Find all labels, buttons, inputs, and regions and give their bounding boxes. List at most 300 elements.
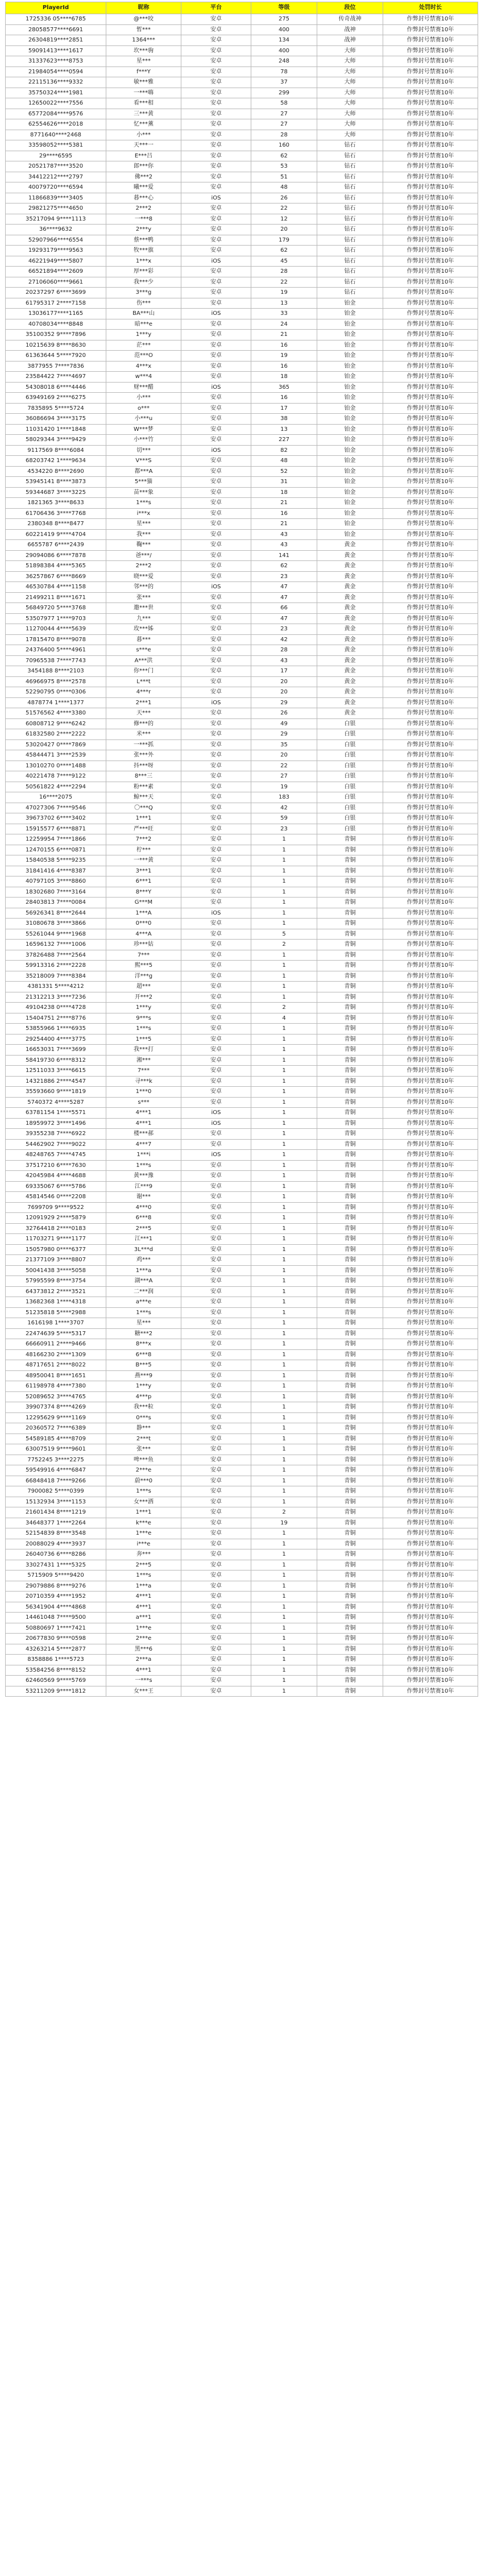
level-cell: 1 <box>251 1486 317 1497</box>
level-cell: 1 <box>251 1539 317 1549</box>
rank-cell: 大师 <box>317 88 383 98</box>
level-cell: 20 <box>251 225 317 235</box>
level-cell: 21 <box>251 498 317 509</box>
level-cell: 18 <box>251 372 317 383</box>
rank-cell: 青铜 <box>317 1518 383 1528</box>
penalty-cell: 作弊封号禁赛10年 <box>383 1223 478 1234</box>
rank-cell: 战神 <box>317 24 383 35</box>
penalty-cell: 作弊封号禁赛10年 <box>383 424 478 435</box>
nickname-cell: 6***1 <box>106 876 181 887</box>
platform-cell: 安卓 <box>181 1634 251 1644</box>
player-id-cell: 18959972 3****1496 <box>6 1118 106 1129</box>
player-id-cell: 66521894****2609 <box>6 267 106 277</box>
table-row <box>6 372 478 383</box>
nickname-cell: 燕***9 <box>106 1370 181 1381</box>
level-cell: 1 <box>251 1402 317 1413</box>
platform-cell: 安卓 <box>181 1013 251 1024</box>
table-row <box>6 771 478 782</box>
level-cell: 1 <box>251 1465 317 1476</box>
penalty-cell: 作弊封号禁赛10年 <box>383 729 478 740</box>
player-id-cell: 12091929 2****5879 <box>6 1213 106 1224</box>
penalty-cell: 作弊封号禁赛10年 <box>383 1013 478 1024</box>
nickname-cell: 1***i <box>106 1150 181 1161</box>
penalty-cell: 作弊封号禁赛10年 <box>383 1570 478 1581</box>
table-row <box>6 655 478 666</box>
level-cell: 1 <box>251 1592 317 1602</box>
player-id-cell: 35750324****1981 <box>6 88 106 98</box>
penalty-cell: 作弊封号禁赛10年 <box>383 1655 478 1665</box>
rank-cell: 青铜 <box>317 887 383 898</box>
player-id-cell: 11031420 1****1848 <box>6 424 106 435</box>
nickname-cell: 暮***心 <box>106 193 181 203</box>
rank-cell: 铂金 <box>317 508 383 519</box>
nickname-cell: 黑***6 <box>106 1644 181 1655</box>
rank-cell: 青铜 <box>317 1497 383 1507</box>
rank-cell: 黄金 <box>317 540 383 551</box>
table-row <box>6 887 478 898</box>
level-cell: 38 <box>251 414 317 425</box>
player-id-cell: 68203742 1****9634 <box>6 456 106 467</box>
rank-cell: 青铜 <box>317 898 383 908</box>
rank-cell: 铂金 <box>317 351 383 362</box>
player-id-cell: 16596132 7****1006 <box>6 940 106 950</box>
nickname-cell: 1***y <box>106 330 181 340</box>
platform-cell: 安卓 <box>181 729 251 740</box>
level-cell: 1 <box>251 919 317 929</box>
nickname-cell: 1***0 <box>106 1087 181 1098</box>
platform-cell: 安卓 <box>181 119 251 130</box>
level-cell: 17 <box>251 403 317 414</box>
player-id-cell: 60221419 9****4704 <box>6 529 106 540</box>
platform-cell: 安卓 <box>181 687 251 698</box>
nickname-cell: w***4 <box>106 372 181 383</box>
nickname-cell: 一***抓 <box>106 739 181 750</box>
nickname-cell: 邻***的 <box>106 582 181 593</box>
platform-cell: 安卓 <box>181 1034 251 1045</box>
penalty-cell: 作弊封号禁赛10年 <box>383 697 478 708</box>
table-row <box>6 256 478 267</box>
rank-cell: 黄金 <box>317 676 383 687</box>
level-cell: 1 <box>251 1360 317 1371</box>
platform-cell: 安卓 <box>181 130 251 140</box>
nickname-cell: 鸡*** <box>106 1255 181 1266</box>
player-id-cell: 7699709 9****9522 <box>6 1202 106 1213</box>
platform-cell: 安卓 <box>181 1024 251 1034</box>
nickname-cell: 蔚***0 <box>106 1476 181 1486</box>
table-row <box>6 1076 478 1087</box>
rank-cell: 钻石 <box>317 267 383 277</box>
level-cell: 1 <box>251 1655 317 1665</box>
player-id-cell: 12470155 6****0871 <box>6 845 106 855</box>
platform-cell: 安卓 <box>181 571 251 582</box>
penalty-cell: 作弊封号禁赛10年 <box>383 35 478 46</box>
table-row <box>6 319 478 330</box>
table-row <box>6 109 478 119</box>
platform-cell: iOS <box>181 445 251 456</box>
level-cell: 19 <box>251 351 317 362</box>
nickname-cell: 我***打 <box>106 1045 181 1056</box>
nickname-cell: L***t <box>106 676 181 687</box>
table-row <box>6 466 478 477</box>
level-cell: 1 <box>251 1066 317 1077</box>
rank-cell: 青铜 <box>317 1339 383 1350</box>
penalty-cell: 作弊封号禁赛10年 <box>383 992 478 1003</box>
rank-cell: 青铜 <box>317 940 383 950</box>
table-row <box>6 561 478 572</box>
player-id-cell: 48248765 7****4745 <box>6 1150 106 1161</box>
rank-cell: 大师 <box>317 67 383 77</box>
platform-cell: 安卓 <box>181 792 251 803</box>
penalty-cell: 作弊封号禁赛10年 <box>383 1129 478 1140</box>
penalty-cell: 作弊封号禁赛10年 <box>383 519 478 530</box>
platform-cell: 安卓 <box>181 887 251 898</box>
rank-cell: 青铜 <box>317 1097 383 1108</box>
rank-cell: 白银 <box>317 750 383 761</box>
table-row <box>6 1539 478 1549</box>
rank-cell: 青铜 <box>317 1213 383 1224</box>
table-row <box>6 634 478 645</box>
rank-cell: 青铜 <box>317 1034 383 1045</box>
level-cell: 16 <box>251 340 317 351</box>
player-id-cell: 20710359 4****1952 <box>6 1592 106 1602</box>
platform-cell: 安卓 <box>181 1549 251 1560</box>
table-row <box>6 24 478 35</box>
rank-cell: 青铜 <box>317 1370 383 1381</box>
platform-cell: 安卓 <box>181 172 251 182</box>
rank-cell: 青铜 <box>317 1087 383 1098</box>
penalty-cell: 作弊封号禁赛10年 <box>383 845 478 855</box>
player-id-cell: 13010270 0****1488 <box>6 761 106 771</box>
rank-cell: 铂金 <box>317 309 383 319</box>
platform-cell: 安卓 <box>181 718 251 729</box>
platform-cell: iOS <box>181 1150 251 1161</box>
penalty-cell: 作弊封号禁赛10年 <box>383 603 478 614</box>
level-cell: 1 <box>251 1634 317 1644</box>
player-id-cell: 43263214 5****2877 <box>6 1644 106 1655</box>
table-row <box>6 67 478 77</box>
level-cell: 20 <box>251 750 317 761</box>
nickname-cell: 你***门 <box>106 666 181 677</box>
player-id-cell: 35217094 9****1113 <box>6 214 106 225</box>
platform-cell: 安卓 <box>181 140 251 151</box>
rank-cell: 青铜 <box>317 1507 383 1518</box>
platform-cell: 安卓 <box>181 992 251 1003</box>
player-id-cell: 12650022****7556 <box>6 98 106 109</box>
penalty-cell: 作弊封号禁赛10年 <box>383 1265 478 1276</box>
platform-cell: 安卓 <box>181 929 251 940</box>
nickname-cell: 女***王 <box>106 1686 181 1697</box>
level-cell: 365 <box>251 382 317 393</box>
level-cell: 1 <box>251 1497 317 1507</box>
nickname-cell: 鲸***天 <box>106 792 181 803</box>
nickname-cell: V***S <box>106 456 181 467</box>
table-row <box>6 866 478 876</box>
nickname-cell: 1***A <box>106 908 181 919</box>
table-row <box>6 1297 478 1308</box>
player-id-cell: 21377109 3****8807 <box>6 1255 106 1266</box>
nickname-cell: 珍***姑 <box>106 940 181 950</box>
table-row <box>6 992 478 1003</box>
nickname-cell: 湖***A <box>106 1276 181 1287</box>
level-cell: 23 <box>251 571 317 582</box>
level-cell: 1 <box>251 1434 317 1444</box>
rank-cell: 铂金 <box>317 372 383 383</box>
penalty-cell: 作弊封号禁赛10年 <box>383 45 478 56</box>
level-cell: 78 <box>251 67 317 77</box>
level-cell: 1 <box>251 1108 317 1119</box>
penalty-cell: 作弊封号禁赛10年 <box>383 1476 478 1486</box>
nickname-cell: 2***a <box>106 1655 181 1665</box>
level-cell: 134 <box>251 35 317 46</box>
table-row <box>6 1213 478 1224</box>
nickname-cell: 3***g <box>106 288 181 298</box>
player-id-cell: 8358886 1****5723 <box>6 1655 106 1665</box>
level-cell: 1 <box>251 1455 317 1465</box>
rank-cell: 铂金 <box>317 487 383 498</box>
rank-cell: 大师 <box>317 98 383 109</box>
player-id-cell: 45814546 0****2208 <box>6 1192 106 1203</box>
nickname-cell: 3L***d <box>106 1244 181 1255</box>
penalty-cell: 作弊封号禁赛10年 <box>383 1297 478 1308</box>
player-id-cell: 40708034****8848 <box>6 319 106 330</box>
rank-cell: 青铜 <box>317 1560 383 1570</box>
level-cell: 21 <box>251 519 317 530</box>
level-cell: 1 <box>251 1602 317 1613</box>
level-cell: 22 <box>251 277 317 288</box>
penalty-cell: 作弊封号禁赛10年 <box>383 1108 478 1119</box>
penalty-cell: 作弊封号禁赛10年 <box>383 487 478 498</box>
table-row <box>6 708 478 719</box>
table-row <box>6 140 478 151</box>
player-id-cell: 35593660 9****1819 <box>6 1087 106 1098</box>
level-cell: 19 <box>251 1518 317 1528</box>
nickname-cell: 4***1 <box>106 1602 181 1613</box>
penalty-cell: 作弊封号禁赛10年 <box>383 193 478 203</box>
rank-cell: 钻石 <box>317 235 383 246</box>
player-id-cell: 40079720****6594 <box>6 182 106 193</box>
rank-cell: 青铜 <box>317 929 383 940</box>
platform-cell: 安卓 <box>181 1486 251 1497</box>
level-cell: 299 <box>251 88 317 98</box>
platform-cell: 安卓 <box>181 1234 251 1245</box>
level-cell: 1 <box>251 1234 317 1245</box>
rank-cell: 青铜 <box>317 1423 383 1434</box>
table-row <box>6 161 478 172</box>
player-id-cell: 59549916 4****6847 <box>6 1465 106 1476</box>
header-penalty: 处罚时长 <box>383 2 478 14</box>
rank-cell: 白银 <box>317 729 383 740</box>
table-row <box>6 498 478 509</box>
platform-cell: 安卓 <box>181 1055 251 1066</box>
platform-cell: 安卓 <box>181 435 251 446</box>
nickname-cell: 伤*** <box>106 298 181 309</box>
penalty-cell: 作弊封号禁赛10年 <box>383 1581 478 1592</box>
nickname-cell: 4***x <box>106 361 181 372</box>
nickname-cell: 8***x <box>106 1339 181 1350</box>
table-row <box>6 445 478 456</box>
nickname-cell: 星*** <box>106 519 181 530</box>
nickname-cell: f***Y <box>106 67 181 77</box>
level-cell: 1 <box>251 1570 317 1581</box>
nickname-cell: 熙***5 <box>106 961 181 971</box>
penalty-cell: 作弊封号禁赛10年 <box>383 1434 478 1444</box>
header-level: 等级 <box>251 2 317 14</box>
player-id-cell: 49104238 0****4728 <box>6 1003 106 1013</box>
level-cell: 1 <box>251 1581 317 1592</box>
level-cell: 27 <box>251 771 317 782</box>
platform-cell: 安卓 <box>181 1202 251 1213</box>
level-cell: 35 <box>251 739 317 750</box>
platform-cell: 安卓 <box>181 1655 251 1665</box>
player-id-cell: 18302680 7****3164 <box>6 887 106 898</box>
rank-cell: 大师 <box>317 77 383 88</box>
player-id-cell: 35218009 7****8384 <box>6 971 106 982</box>
level-cell: 1 <box>251 1139 317 1150</box>
rank-cell: 青铜 <box>317 1602 383 1613</box>
nickname-cell: 米*** <box>106 729 181 740</box>
player-id-cell: 50561822 4****2294 <box>6 782 106 792</box>
penalty-cell: 作弊封号禁赛10年 <box>383 382 478 393</box>
penalty-cell: 作弊封号禁赛10年 <box>383 256 478 267</box>
table-row <box>6 77 478 88</box>
platform-cell: 安卓 <box>181 487 251 498</box>
penalty-cell: 作弊封号禁赛10年 <box>383 634 478 645</box>
rank-cell: 青铜 <box>317 982 383 992</box>
player-id-cell: 12295629 9****1169 <box>6 1412 106 1423</box>
nickname-cell: 星*** <box>106 1318 181 1329</box>
player-id-cell: 4878774 1****1377 <box>6 697 106 708</box>
penalty-cell: 作弊封号禁赛10年 <box>383 1665 478 1676</box>
nickname-cell: 寻***k <box>106 1076 181 1087</box>
nickname-cell: 柠*** <box>106 845 181 855</box>
penalty-cell: 作弊封号禁赛10年 <box>383 1034 478 1045</box>
header-playerid: PlayerId <box>6 2 106 14</box>
rank-cell: 大师 <box>317 45 383 56</box>
level-cell: 27 <box>251 109 317 119</box>
penalty-cell: 作弊封号禁赛10年 <box>383 1181 478 1192</box>
nickname-cell: 8***Y <box>106 887 181 898</box>
level-cell: 42 <box>251 634 317 645</box>
platform-cell: 安卓 <box>181 1560 251 1570</box>
penalty-cell: 作弊封号禁赛10年 <box>383 1192 478 1203</box>
table-row <box>6 14 478 25</box>
platform-cell: 安卓 <box>181 1402 251 1413</box>
level-cell: 1 <box>251 1328 317 1339</box>
table-row <box>6 56 478 67</box>
penalty-cell: 作弊封号禁赛10年 <box>383 1444 478 1455</box>
player-id-cell: 22474639 5****5317 <box>6 1328 106 1339</box>
penalty-cell: 作弊封号禁赛10年 <box>383 1676 478 1686</box>
level-cell: 1 <box>251 866 317 876</box>
nickname-cell: s***e <box>106 645 181 656</box>
penalty-cell: 作弊封号禁赛10年 <box>383 1465 478 1476</box>
rank-cell: 青铜 <box>317 1570 383 1581</box>
nickname-cell: 粉***素 <box>106 782 181 792</box>
level-cell: 47 <box>251 613 317 624</box>
penalty-cell: 作弊封号禁赛10年 <box>383 140 478 151</box>
table-row <box>6 435 478 446</box>
level-cell: 17 <box>251 666 317 677</box>
table-row <box>6 592 478 603</box>
player-id-cell: 15057980 0****6377 <box>6 1244 106 1255</box>
penalty-cell: 作弊封号禁赛10年 <box>383 550 478 561</box>
rank-cell: 青铜 <box>317 1234 383 1245</box>
table-row <box>6 1423 478 1434</box>
level-cell: 1 <box>251 1676 317 1686</box>
table-row <box>6 119 478 130</box>
nickname-cell: 小*** <box>106 393 181 404</box>
player-id-cell: 64373812 2****3521 <box>6 1286 106 1297</box>
player-id-cell: 65772084****9576 <box>6 109 106 119</box>
penalty-cell: 作弊封号禁赛10年 <box>383 1213 478 1224</box>
penalty-cell: 作弊封号禁赛10年 <box>383 919 478 929</box>
platform-cell: 安卓 <box>181 35 251 46</box>
table-row <box>6 929 478 940</box>
penalty-cell: 作弊封号禁赛10年 <box>383 982 478 992</box>
rank-cell: 青铜 <box>317 1528 383 1539</box>
player-id-cell: 59344687 3****3225 <box>6 487 106 498</box>
level-cell: 21 <box>251 330 317 340</box>
table-row <box>6 1318 478 1329</box>
platform-cell: 安卓 <box>181 288 251 298</box>
player-id-cell: 63949169 2****6275 <box>6 393 106 404</box>
table-row <box>6 1286 478 1297</box>
level-cell: 1 <box>251 1444 317 1455</box>
rank-cell: 白银 <box>317 824 383 834</box>
platform-cell: 安卓 <box>181 1613 251 1623</box>
platform-cell: 安卓 <box>181 1276 251 1287</box>
table-row <box>6 424 478 435</box>
penalty-cell: 作弊封号禁赛10年 <box>383 298 478 309</box>
nickname-cell: 三***黄 <box>106 109 181 119</box>
nickname-cell: 开***2 <box>106 992 181 1003</box>
player-id-cell: 54308018 6****4446 <box>6 382 106 393</box>
level-cell: 22 <box>251 203 317 214</box>
nickname-cell: @***咬 <box>106 14 181 25</box>
platform-cell: 安卓 <box>181 1003 251 1013</box>
nickname-cell: 5***猫 <box>106 477 181 488</box>
table-row <box>6 971 478 982</box>
level-cell: 1 <box>251 1297 317 1308</box>
platform-cell: 安卓 <box>181 950 251 961</box>
player-id-cell: 40797105 3****8860 <box>6 876 106 887</box>
table-row <box>6 603 478 614</box>
rank-cell: 铂金 <box>317 519 383 530</box>
nickname-cell: 敏***雅 <box>106 77 181 88</box>
level-cell: 1 <box>251 1686 317 1697</box>
penalty-cell: 作弊封号禁赛10年 <box>383 288 478 298</box>
platform-cell: 安卓 <box>181 498 251 509</box>
level-cell: 12 <box>251 214 317 225</box>
nickname-cell: 0***0 <box>106 919 181 929</box>
table-row <box>6 1592 478 1602</box>
player-id-cell: 54589185 4****8709 <box>6 1434 106 1444</box>
player-id-cell: 37517210 6****7630 <box>6 1160 106 1171</box>
nickname-cell: 1***s <box>106 1307 181 1318</box>
platform-cell: 安卓 <box>181 351 251 362</box>
platform-cell: 安卓 <box>181 750 251 761</box>
rank-cell: 黄金 <box>317 655 383 666</box>
rank-cell: 铂金 <box>317 298 383 309</box>
platform-cell: iOS <box>181 1108 251 1119</box>
rank-cell: 黄金 <box>317 697 383 708</box>
player-id-cell: 66848418 7****9266 <box>6 1476 106 1486</box>
nickname-cell: 郎***你 <box>106 161 181 172</box>
nickname-cell: a***e <box>106 1297 181 1308</box>
table-row <box>6 1349 478 1360</box>
player-id-cell: 7752245 3****2275 <box>6 1455 106 1465</box>
level-cell: 16 <box>251 393 317 404</box>
